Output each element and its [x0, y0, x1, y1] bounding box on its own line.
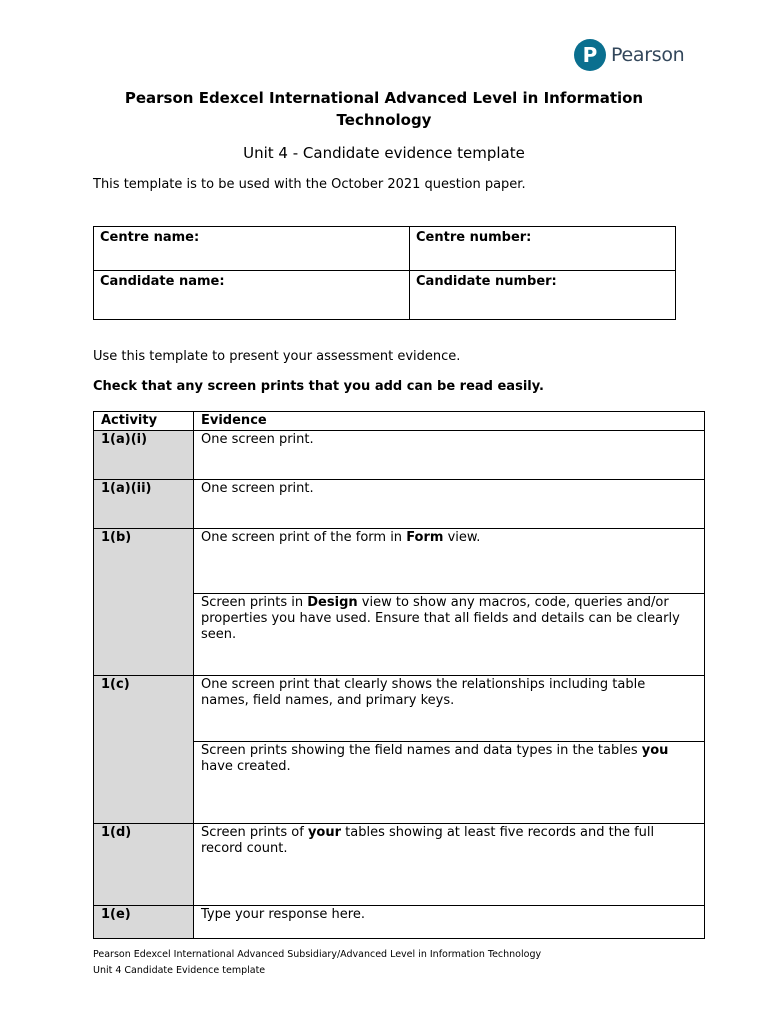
evidence-text: Screen prints in [201, 595, 308, 610]
activity-cell: 1(c) [94, 676, 194, 824]
table-row [94, 431, 705, 480]
pearson-logo-text: Pearson [611, 44, 685, 66]
evidence-text: One screen print. [201, 481, 314, 496]
evidence-emphasis: your [307, 825, 342, 840]
evidence-cell[interactable] [194, 480, 705, 529]
candidate-details-table [93, 226, 676, 320]
table-row [94, 529, 705, 594]
evidence-cell[interactable] [194, 594, 705, 676]
centre-number-field[interactable]: Centre number: [410, 227, 676, 271]
footer-line-2: Unit 4 Candidate Evidence template [93, 965, 266, 976]
evidence-cell[interactable] [194, 824, 705, 906]
evidence-text: Type your response here. [201, 907, 365, 922]
evidence-text: tables showing at least five records and the full record count. [201, 825, 655, 856]
evidence-header: Evidence [194, 412, 705, 431]
table-row [94, 906, 705, 939]
evidence-cell[interactable] [194, 676, 705, 742]
check-instruction: Check that any screen prints that you add can be read easily. [93, 379, 544, 394]
evidence-cell[interactable] [194, 906, 705, 939]
candidate-name-field[interactable]: Candidate name: [94, 271, 410, 320]
evidence-cell[interactable] [194, 431, 705, 480]
intro-text: This template is to be used with the October 2021 question paper. [93, 177, 526, 192]
table-row [94, 480, 705, 529]
activity-cell: 1(e) [94, 906, 194, 939]
evidence-cell[interactable] [194, 742, 705, 824]
evidence-text: One screen print. [201, 432, 314, 447]
pearson-logo-icon: P [574, 39, 606, 71]
evidence-text: One screen print of the form in [201, 530, 407, 545]
evidence-emphasis: you [641, 743, 669, 758]
evidence-table [93, 411, 705, 939]
evidence-cell[interactable] [194, 529, 705, 594]
evidence-emphasis: Form [406, 530, 444, 545]
evidence-text: view. [443, 530, 481, 545]
evidence-table-header [94, 412, 705, 431]
table-row [94, 676, 705, 742]
evidence-text: One screen print that clearly shows the relationships including table names, field names, and primary keys. [201, 677, 646, 708]
activity-cell: 1(b) [94, 529, 194, 676]
footer-line-1: Pearson Edexcel International Advanced Subsidiary/Advanced Level in Information Technology [93, 949, 542, 960]
document-title: Pearson Edexcel International Advanced Level in Information Technology [124, 89, 644, 129]
pearson-logo [574, 38, 684, 72]
evidence-emphasis: Design [307, 595, 358, 610]
document-subtitle: Unit 4 - Candidate evidence template [243, 144, 525, 162]
evidence-text: Screen prints showing the field names and data types in the tables [201, 743, 642, 758]
instruction-text: Use this template to present your assessment evidence. [93, 349, 461, 364]
table-row [94, 824, 705, 906]
activity-cell: 1(a)(ii) [94, 480, 194, 529]
evidence-text: view to show any macros, code, queries and/or properties you have used. Ensure that all fields and details can be clearly seen. [201, 595, 680, 642]
evidence-text: have created. [201, 759, 291, 774]
evidence-text: Screen prints of [201, 825, 308, 840]
activity-cell: 1(a)(i) [94, 431, 194, 480]
centre-name-field[interactable]: Centre name: [94, 227, 410, 271]
activity-cell: 1(d) [94, 824, 194, 906]
candidate-number-field[interactable]: Candidate number: [410, 271, 676, 320]
activity-header: Activity [94, 412, 194, 431]
